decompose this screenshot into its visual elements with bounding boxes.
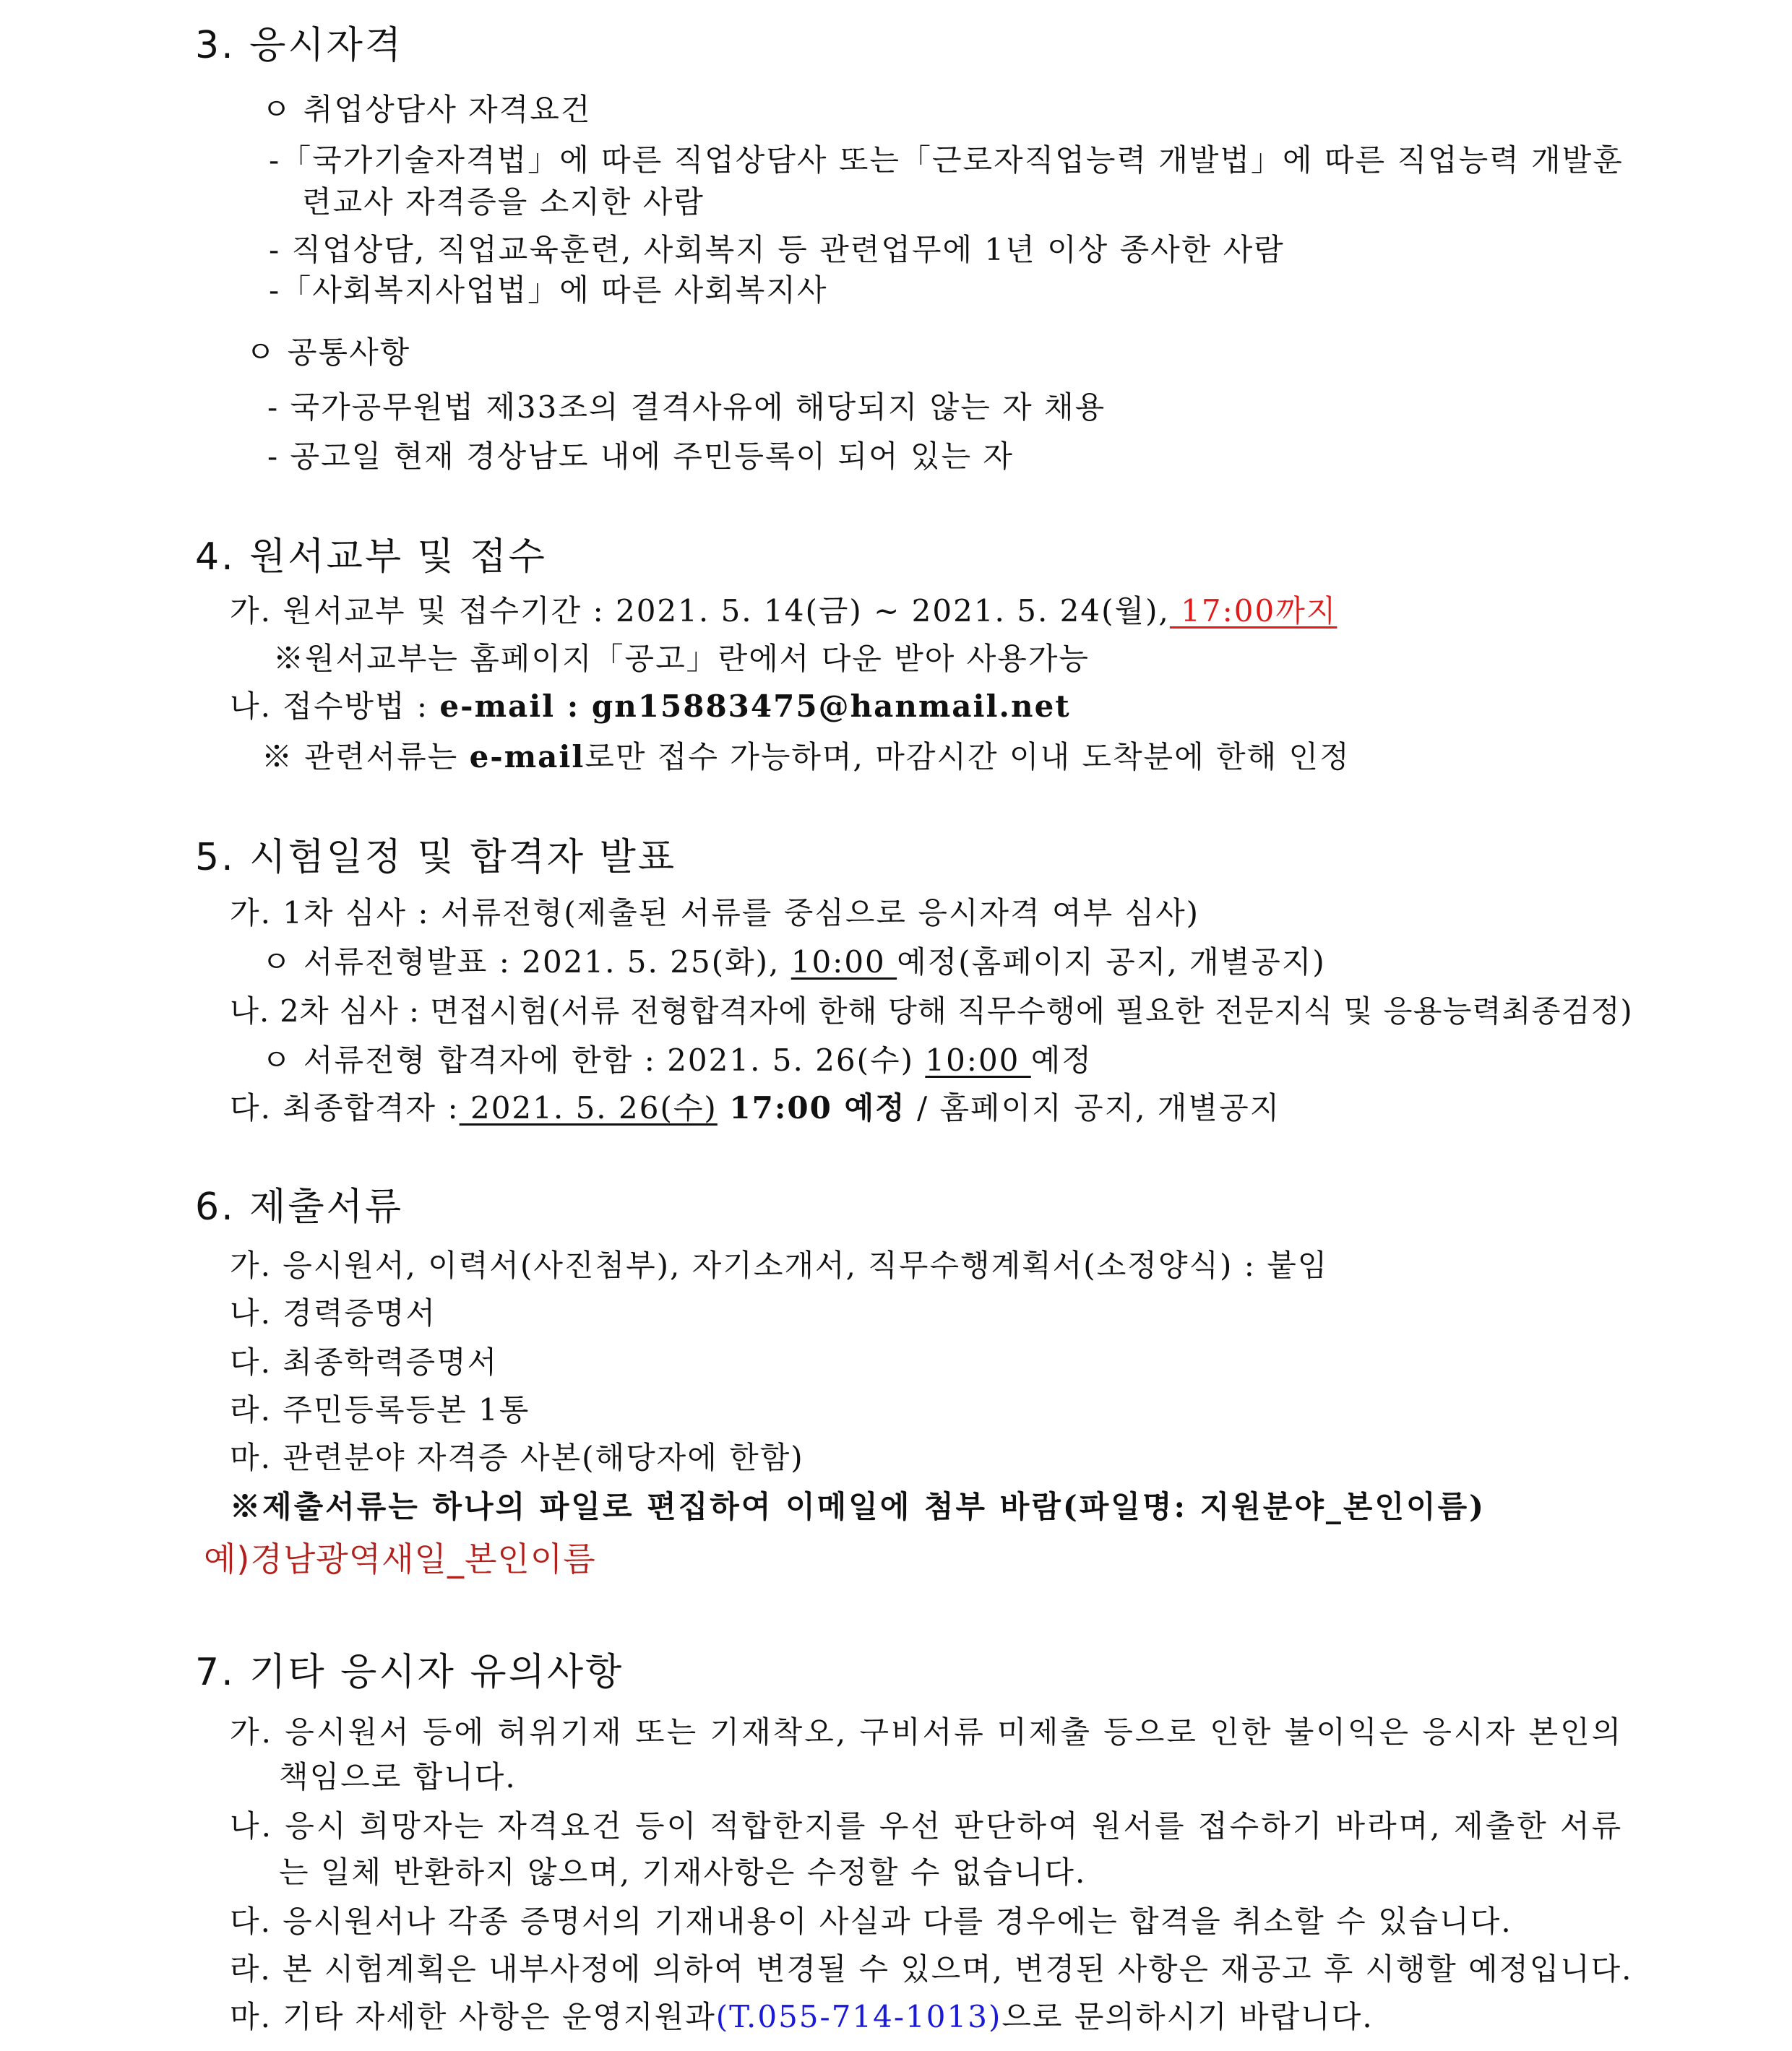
s5-final	[230, 1088, 1280, 1128]
s4-deadline: 17:00까지	[1169, 593, 1337, 629]
s4-method-label: 나. 접수방법 :	[230, 688, 440, 724]
s7-item-ma-suffix: 으로 문의하시기 바랍니다.	[1001, 1999, 1374, 2034]
section-7-heading: 7. 기타 응시자 유의사항	[195, 1651, 624, 1694]
s7-item-da: 다. 응시원서나 각종 증명서의 기재내용이 사실과 다를 경우에는 합격을 취소할 수 있습니다.	[230, 1904, 1512, 1939]
s4-note-email	[262, 737, 1351, 777]
section-4-heading: 4. 원서교부 및 접수	[195, 535, 547, 579]
s4-period-label: 가. 원서교부 및 접수기간 :	[230, 593, 616, 629]
s4-note-download: ※원서교부는 홈페이지「공고」란에서 다운 받아 사용가능	[273, 641, 1090, 676]
s5-final-suffix: / 홈페이지 공지, 개별공지	[905, 1090, 1281, 1126]
s3-sub-common: ㅇ 공통사항	[246, 334, 411, 370]
s7-item-ma-prefix: 마. 기타 자세한 사항은 운영지원과	[230, 1999, 716, 2034]
s3-item-1: -「국가기술자격법」에 따른 직업상담사 또는「근로자직업능력 개발법」에 따른 직업능력 개발훈	[269, 142, 1624, 178]
s4-note-email-suffix: 로만 접수 가능하며, 마감시간 이내 도착분에 한해 인정	[585, 739, 1351, 774]
s5-first-review: 가. 1차 심사 : 서류전형(제출된 서류를 중심으로 응시자격 여부 심사)	[230, 895, 1200, 930]
s4-email: e-mail : gn15883475@hanmail.net	[439, 688, 1071, 724]
s6-example: 예)경남광역새일_본인이름	[204, 1540, 596, 1579]
s6-item: 마. 관련분야 자격증 사본(해당자에 한함)	[230, 1440, 804, 1475]
s5-final-label: 다. 최종합격자 :	[230, 1090, 460, 1126]
s7-item-na-cont: 는 일체 반환하지 않으며, 기재사항은 수정할 수 없습니다.	[279, 1854, 1087, 1890]
s7-item-na: 나. 응시 희망자는 자격요건 등이 적합한지를 우선 판단하여 원서를 접수하기 바라며, 제출한 서류	[230, 1808, 1624, 1844]
s3-sub-qualification: ㅇ 취업상담사 자격요건	[262, 92, 592, 127]
s5-first-announce	[262, 942, 1326, 983]
s7-item-ga-cont: 책임으로 합니다.	[279, 1759, 517, 1795]
s7-item-ga: 가. 응시원서 등에 허위기재 또는 기재착오, 구비서류 미제출 등으로 인한 불이익은 응시자 본인의	[230, 1714, 1624, 1750]
s5-final-date: 2021. 5. 26(수)	[459, 1090, 718, 1126]
s6-item: 라. 주민등록등본 1통	[230, 1392, 530, 1428]
s5-first-announce-suffix: 예정(홈페이지 공지, 개별공지)	[897, 944, 1326, 980]
s7-item-ra: 라. 본 시험계획은 내부사정에 의하여 변경될 수 있으며, 변경된 사항은 재공고 후 시행할 예정입니다.	[230, 1951, 1633, 1987]
s3-item-1-cont: 련교사 자격증을 소지한 사람	[302, 184, 705, 220]
s3-item-4: - 국가공무원법 제33조의 결격사유에 해당되지 않는 자 채용	[267, 389, 1106, 425]
s5-second-announce-label: ㅇ 서류전형 합격자에 한함 :	[262, 1042, 668, 1078]
section-6-heading: 6. 제출서류	[195, 1186, 404, 1229]
s7-item-ma	[230, 1997, 1374, 2037]
s5-first-announce-label: ㅇ 서류전형발표 :	[262, 944, 522, 980]
s5-second-announce-time: 10:00	[925, 1042, 1031, 1078]
s6-item: 가. 응시원서, 이력서(사진첨부), 자기소개서, 직무수행계획서(소정양식) : 붙임	[230, 1248, 1329, 1283]
s5-second-announce	[262, 1040, 1093, 1081]
s3-item-5: - 공고일 현재 경상남도 내에 주민등록이 되어 있는 자	[267, 439, 1015, 474]
s3-item-3: -「사회복지사업법」에 따른 사회복지사	[269, 272, 828, 308]
section-3-heading: 3. 응시자격	[195, 24, 404, 67]
s7-phone: (T.055-714-1013)	[715, 1999, 1002, 2034]
s4-method	[230, 686, 1071, 727]
s3-item-2: - 직업상담, 직업교육훈련, 사회복지 등 관련업무에 1년 이상 종사한 사람	[269, 232, 1285, 267]
s6-item: 다. 최종학력증명서	[230, 1344, 499, 1380]
s5-first-announce-time: 10:00	[791, 944, 897, 980]
s5-second-review: 나. 2차 심사 : 면접시험(서류 전형합격자에 한해 당해 직무수행에 필요한 전문지식 및 응용능력최종검정)	[230, 993, 1633, 1029]
s5-final-time: 17:00 예정	[717, 1090, 906, 1126]
s4-period	[230, 591, 1337, 631]
s6-note: ※제출서류는 하나의 파일로 편집하여 이메일에 첨부 바람(파일명: 지원분야_본인이름)	[230, 1489, 1486, 1524]
s5-first-announce-date: 2021. 5. 25(화),	[522, 944, 791, 980]
s6-item: 나. 경력증명서	[230, 1295, 437, 1331]
section-5-heading: 5. 시험일정 및 합격자 발표	[195, 836, 677, 879]
s4-period-dates: 2021. 5. 14(금) ~ 2021. 5. 24(월),	[615, 593, 1170, 629]
s4-note-email-bold: e-mail	[469, 739, 585, 774]
s5-second-announce-date: 2021. 5. 26(수)	[667, 1042, 926, 1078]
s5-second-announce-suffix: 예정	[1030, 1042, 1093, 1078]
s4-note-email-prefix: ※ 관련서류는	[262, 739, 470, 774]
